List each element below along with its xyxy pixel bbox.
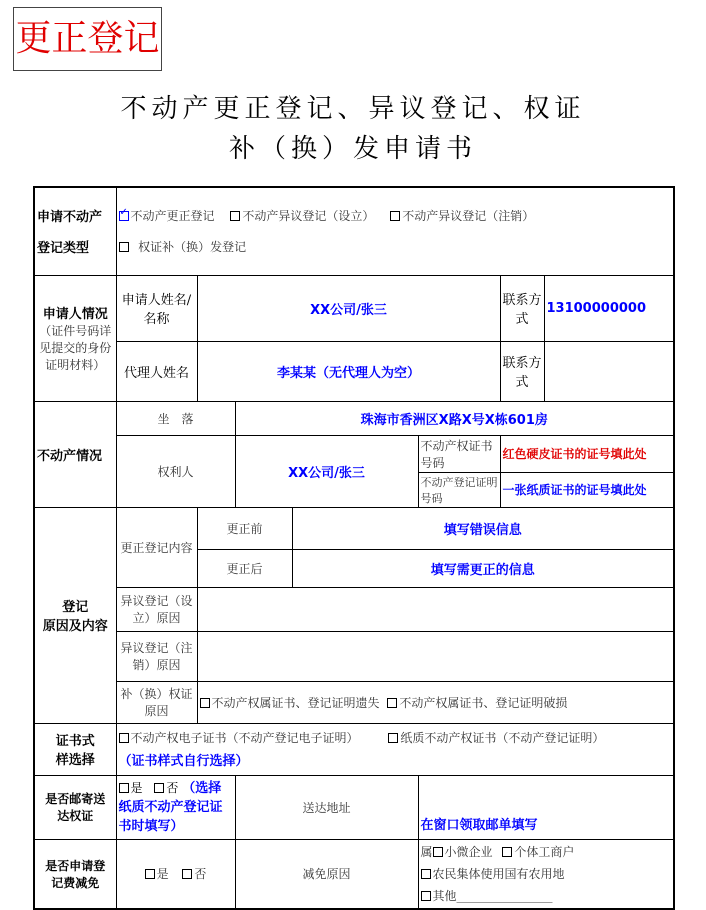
after-label: 更正后	[197, 549, 292, 587]
mail-note: （选择纸质不动产登记证书时填写）	[118, 780, 223, 834]
type-label: 申请不动产 登记类型	[34, 187, 116, 275]
objection-set-label: 异议登记（设立）原因	[116, 587, 197, 631]
cert-no-value[interactable]: 红色硬皮证书的证号填此处	[500, 435, 674, 472]
objection-set-value[interactable]	[197, 587, 674, 631]
opt-fee-yes[interactable]: 是	[145, 865, 169, 882]
type-options	[116, 187, 674, 275]
before-value[interactable]: 填写错误信息	[292, 507, 674, 549]
owner-label: 权利人	[116, 435, 235, 507]
form-title-line1: 不动产更正登记、异议登记、权证	[120, 94, 586, 124]
opt-other[interactable]: 其他________________	[421, 885, 553, 907]
fee-options	[116, 839, 235, 909]
objection-cancel-value[interactable]	[197, 631, 674, 681]
opt-mail-no[interactable]: 否	[154, 779, 178, 796]
checkbox-icon[interactable]	[433, 847, 443, 857]
checkbox-icon[interactable]	[119, 242, 129, 252]
cert-no-label: 不动产权证书号码	[418, 435, 500, 472]
agent-contact-value[interactable]	[544, 341, 674, 401]
applicant-name-label: 申请人姓名/名称	[116, 275, 197, 341]
application-form	[33, 186, 675, 910]
cert-style-label: 证书式 样选择	[34, 723, 116, 775]
checkbox-icon[interactable]	[421, 869, 431, 879]
location-label: 坐 落	[116, 401, 235, 435]
reason-label: 登记 原因及内容	[34, 507, 116, 723]
opt-lost[interactable]: 不动产权属证书、登记证明遗失	[200, 694, 380, 711]
checkbox-icon[interactable]	[502, 847, 512, 857]
contact-value[interactable]: 13100000000	[544, 275, 674, 341]
agent-name-label: 代理人姓名	[116, 341, 197, 401]
checkbox-icon[interactable]	[387, 698, 397, 708]
checkbox-icon[interactable]	[200, 698, 210, 708]
cert-style-note: （证书样式自行选择）	[118, 754, 249, 769]
checkbox-icon[interactable]	[154, 783, 164, 793]
address-label: 送达地址	[235, 775, 418, 839]
agent-contact-label: 联系方式	[500, 341, 544, 401]
checkbox-checked-icon[interactable]	[119, 211, 129, 221]
opt-small-business[interactable]: 小微企业	[433, 841, 493, 863]
opt-correction[interactable]: ✓不动产更正登记	[119, 207, 215, 224]
after-value[interactable]: 填写需更正的信息	[292, 549, 674, 587]
opt-collective[interactable]: 农民集体使用国有农用地	[421, 863, 565, 885]
correction-content-label: 更正登记内容	[116, 507, 197, 587]
fee-reason-label: 减免原因	[235, 839, 418, 909]
opt-fee-no[interactable]: 否	[182, 865, 206, 882]
applicant-label: 申请人情况 （证件号码详见提交的身份证明材料）	[34, 275, 116, 401]
checkbox-icon[interactable]	[390, 211, 400, 221]
before-label: 更正前	[197, 507, 292, 549]
checkbox-icon[interactable]	[230, 211, 240, 221]
opt-paper[interactable]: 纸质不动产权证书（不动产登记证明）	[388, 729, 604, 746]
form-title-line2: 补（换）发申请书	[228, 134, 477, 164]
reissue-label: 补（换）权证原因	[116, 681, 197, 723]
owner-value[interactable]: XX公司/张三	[235, 435, 418, 507]
objection-cancel-label: 异议登记（注销）原因	[116, 631, 197, 681]
reissue-options	[197, 681, 674, 723]
opt-objection-cancel[interactable]: 不动产异议登记（注销）	[390, 207, 534, 224]
fee-label: 是否申请登 记费减免	[34, 839, 116, 909]
fee-reason-options: 属 小微企业 个体工商户 农民集体使用国有农用地 其他________________	[418, 839, 674, 909]
opt-reissue[interactable]: 权证补（换）发登记	[119, 238, 247, 255]
checkbox-icon[interactable]	[119, 733, 129, 743]
stamp-label: 更正登记	[13, 7, 162, 71]
checkbox-icon[interactable]	[421, 891, 431, 901]
contact-label: 联系方式	[500, 275, 544, 341]
opt-individual[interactable]: 个体工商户	[502, 841, 574, 863]
opt-objection-set[interactable]: 不动产异议登记（设立）	[230, 207, 374, 224]
address-value[interactable]: 在窗口领取邮单填写	[418, 775, 674, 839]
agent-name-value[interactable]: 李某某（无代理人为空）	[197, 341, 500, 401]
checkbox-icon[interactable]	[388, 733, 398, 743]
location-value[interactable]: 珠海市香洲区X路X号X栋601房	[235, 401, 674, 435]
mail-options	[116, 775, 235, 839]
opt-electronic[interactable]: 不动产权电子证书（不动产登记电子证明）	[119, 729, 359, 746]
reg-no-value[interactable]: 一张纸质证书的证号填此处	[500, 472, 674, 507]
property-label: 不动产情况	[34, 401, 116, 507]
reg-no-label: 不动产登记证明号码	[418, 472, 500, 507]
opt-mail-yes[interactable]: 是	[119, 779, 143, 796]
applicant-name-value[interactable]: XX公司/张三	[197, 275, 500, 341]
cert-style-options	[116, 723, 674, 775]
opt-damaged[interactable]: 不动产权属证书、登记证明破损	[387, 694, 567, 711]
mail-label: 是否邮寄送 达权证	[34, 775, 116, 839]
checkbox-icon[interactable]	[119, 783, 129, 793]
